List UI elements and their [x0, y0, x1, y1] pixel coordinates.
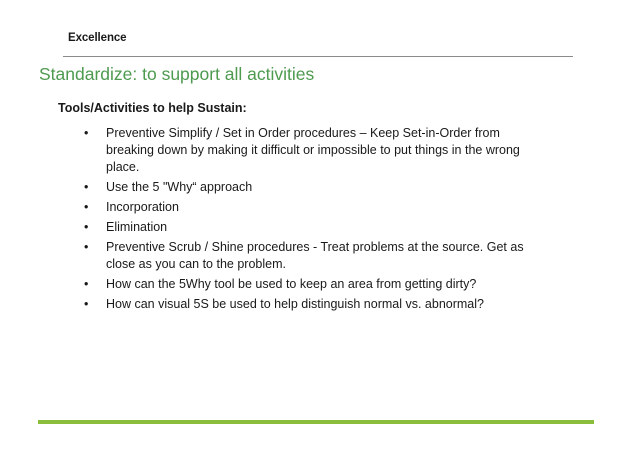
list-item: [80, 239, 550, 273]
list-item-text: Use the 5 "Why“ approach: [106, 180, 253, 194]
list-item-text: How can visual 5S be used to help distinguish normal vs. abnormal?: [106, 297, 484, 311]
list-item-text: Preventive Scrub / Shine procedures - Treat problems at the source. Get as close as you can to the problem.: [106, 240, 524, 271]
list-item: [80, 179, 550, 196]
bullet-icon: •: [84, 297, 89, 311]
bullet-icon: •: [84, 220, 89, 234]
list-item-text: How can the 5Why tool be used to keep an area from getting dirty?: [106, 277, 477, 291]
list-item: [80, 199, 550, 216]
header-label: Excellence: [68, 32, 127, 44]
list-item-text: Incorporation: [106, 200, 179, 214]
bullet-list: [80, 125, 550, 316]
bullet-icon: •: [84, 240, 89, 254]
footer-divider: [38, 420, 594, 424]
section-heading: Tools/Activities to help Sustain:: [58, 101, 247, 115]
bullet-icon: •: [84, 126, 89, 140]
list-item: [80, 219, 550, 236]
list-item: [80, 276, 550, 293]
header-divider: [63, 56, 573, 57]
list-item: [80, 125, 550, 176]
bullet-icon: •: [84, 277, 89, 291]
list-item-text: Preventive Simplify / Set in Order procedures – Keep Set-in-Order from breaking down by making it difficult or impossible to put things in the wrong place.: [106, 126, 520, 174]
list-item: [80, 296, 550, 313]
bullet-icon: •: [84, 200, 89, 214]
bullet-icon: •: [84, 180, 89, 194]
slide-title: Standardize: to support all activities: [39, 64, 315, 84]
list-item-text: Elimination: [106, 220, 168, 234]
